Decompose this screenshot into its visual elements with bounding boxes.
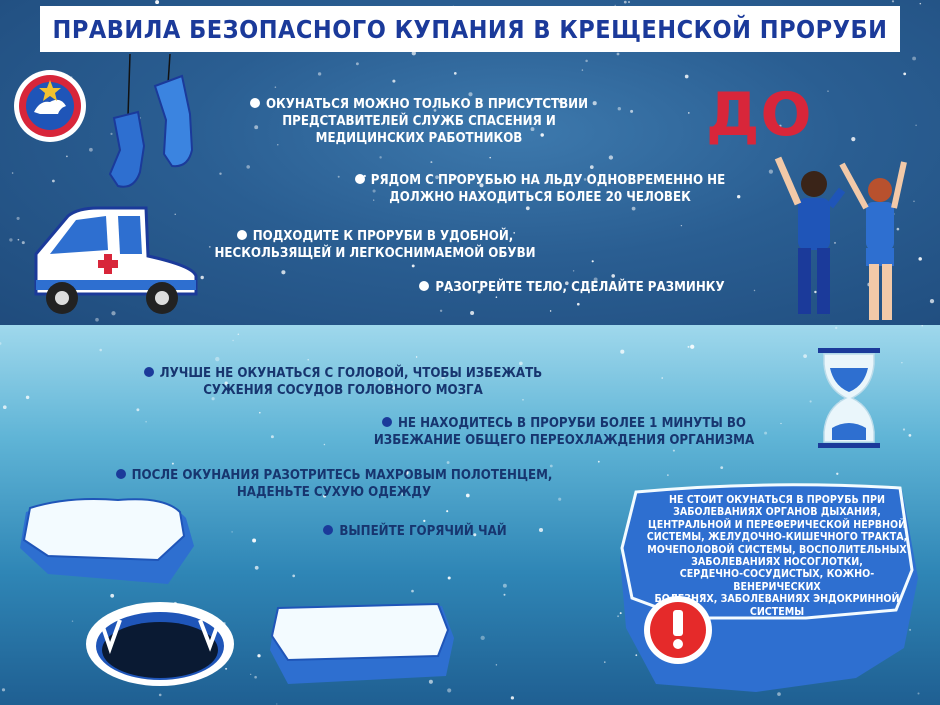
snowflake xyxy=(307,359,308,360)
snowflake xyxy=(827,90,829,92)
snowflake xyxy=(681,225,682,226)
rule-hot-tea: ВЫПЕЙТЕ ГОРЯЧИЙ ЧАЙ xyxy=(300,523,530,540)
snowflake xyxy=(155,0,159,4)
snowflake xyxy=(470,311,474,315)
snowflake xyxy=(448,576,451,579)
snowflake xyxy=(661,377,663,379)
snowflake xyxy=(26,396,29,399)
snowflake xyxy=(673,450,675,452)
snowflake xyxy=(624,1,627,4)
header-banner xyxy=(40,6,900,52)
snowflake xyxy=(720,466,723,469)
hanging-boots-icon xyxy=(100,54,210,194)
snowflake xyxy=(412,264,415,267)
before-label: ДО xyxy=(706,80,813,150)
snowflake xyxy=(252,539,256,543)
snowflake xyxy=(281,270,285,274)
snowflake xyxy=(423,520,425,522)
bullet-icon xyxy=(250,98,260,108)
snowflake xyxy=(810,400,812,402)
snowflake xyxy=(522,399,524,401)
snowflake xyxy=(496,296,498,298)
snowflake xyxy=(66,156,68,158)
snowflake xyxy=(447,461,450,464)
snowflake xyxy=(688,346,690,348)
snowflake xyxy=(620,350,624,354)
snowflake xyxy=(590,165,594,169)
emergency-service-emblem-icon xyxy=(10,66,90,146)
bullet-icon xyxy=(237,230,247,240)
snowflake xyxy=(915,125,917,127)
snowflake xyxy=(685,75,689,79)
contraindications-warning: НЕ СТОИТ ОКУНАТЬСЯ В ПРОРУБЬ ПРИ ЗАБОЛЕВАНИЯХ ОРГАНОВ ДЫХАНИЯ, ЦЕНТРАЛЬНОЙ И ПЕРЕФЕРИЧЕСКОЙ НЕРВНОЙ СИСТЕМЫ, ЖЕЛУДОЧНО-КИШЕЧНОГО ТРАКТА, МОЧЕПОЛОВОЙ СИСТЕМЫ, ВОСПОЛИТЕЛЬНЫХ ЗАБОЛЕВАНИЯХ НОСОГЛОТКИ, СЕРДЕЧНО-СОСУДИСТЫХ, КОЖНО-ВЕНЕРИЧЕСКИХ БОЛЕЗНЯХ, ЗАБОЛЕВАНИЯХ ЭНДОКРИННОЙ СИСТЕМЫ xyxy=(646,494,908,618)
snowflake xyxy=(803,354,807,358)
ambulance-icon xyxy=(28,206,208,326)
snowflake xyxy=(489,157,491,159)
snowflake xyxy=(2,688,5,691)
snowflake xyxy=(231,531,233,533)
ice-hole xyxy=(80,594,240,694)
snowflake xyxy=(356,62,359,65)
snowflake xyxy=(912,57,916,61)
snowflake xyxy=(255,566,259,570)
snowflake xyxy=(892,0,894,2)
snowflake xyxy=(903,428,905,430)
snowflake xyxy=(503,584,507,588)
snowflake xyxy=(585,60,588,63)
snowflake xyxy=(172,463,174,465)
people-warming-up-illustration xyxy=(772,148,922,328)
snowflake xyxy=(611,274,615,278)
rule-people-limit: РЯДОМ С ПРОРУБЬЮ НА ЛЬДУ ОДНОВРЕМЕННО НЕ ДОЛЖНО НАХОДИТЬСЯ БОЛЕЕ 20 ЧЕЛОВЕК xyxy=(306,172,774,206)
snowflake xyxy=(12,172,14,174)
snowflake xyxy=(379,156,381,158)
snowflake xyxy=(573,270,574,271)
snowflake xyxy=(920,3,922,5)
snowflake xyxy=(617,53,620,56)
snowflake xyxy=(17,217,20,220)
snowflake xyxy=(430,161,432,163)
bullet-icon xyxy=(116,469,126,479)
snowflake xyxy=(254,676,257,679)
snowflake xyxy=(504,594,506,596)
snowflake xyxy=(411,590,414,593)
snowflake xyxy=(909,434,912,437)
snowflake xyxy=(259,412,261,414)
snowflake xyxy=(257,654,260,657)
snowflake xyxy=(539,528,543,532)
snowflake xyxy=(901,362,902,363)
snowflake xyxy=(598,461,600,463)
snowflake xyxy=(9,238,12,241)
snowflake xyxy=(215,357,219,361)
snowflake xyxy=(219,173,221,175)
snowflake xyxy=(609,155,613,159)
snowflake xyxy=(275,86,277,88)
snowflake xyxy=(836,473,838,475)
snowflake xyxy=(89,148,93,152)
rule-towel: ПОСЛЕ ОКУНАНИЯ РАЗОТРИТЕСЬ МАХРОВЫМ ПОЛОТЕНЦЕМ, НАДЕНЬТЕ СУХУЮ ОДЕЖДУ xyxy=(74,467,594,501)
snowflake xyxy=(0,342,1,345)
snowflake xyxy=(526,206,530,210)
bullet-icon xyxy=(419,281,429,291)
rule-head-dip: ЛУЧШЕ НЕ ОКУНАТЬСЯ С ГОЛОВОЙ, ЧТОБЫ ИЗБЕЖАТЬ СУЖЕНИЯ СОСУДОВ ГОЛОВНОГО МОЗГА xyxy=(104,365,582,399)
ice-floe-right xyxy=(262,598,462,698)
snowflake xyxy=(271,435,274,438)
ice-floe-left xyxy=(8,488,208,598)
snowflake xyxy=(688,112,690,114)
snowflake xyxy=(690,345,694,349)
snowflake xyxy=(496,664,497,665)
snowflake xyxy=(324,444,326,446)
snowflake xyxy=(246,165,250,169)
snowflake xyxy=(145,421,147,423)
snowflake xyxy=(22,241,25,244)
rule-time-limit: НЕ НАХОДИТЕСЬ В ПРОРУБИ БОЛЕЕ 1 МИНУТЫ ВО ИЗБЕЖАНИЕ ОБЩЕГО ПЕРЕОХЛАЖДЕНИЯ ОРГАНИЗМА xyxy=(373,416,755,448)
snowflake xyxy=(392,80,395,83)
snowflake xyxy=(550,310,551,311)
snowflake xyxy=(136,408,139,411)
snowflake xyxy=(232,340,233,341)
snowflake xyxy=(72,620,73,621)
snowflake xyxy=(930,299,934,303)
snowflake xyxy=(238,334,240,336)
snowflake xyxy=(577,303,580,306)
snowflake xyxy=(292,575,295,578)
snowflake xyxy=(851,137,855,141)
snowflake xyxy=(52,180,55,183)
snowflake xyxy=(276,703,277,704)
rule-footwear: ПОДХОДИТЕ К ПРОРУБИ В УДОБНОЙ, НЕСКОЛЬЗЯЩЕЙ И ЛЕГКОСНИМАЕМОЙ ОБУВИ xyxy=(214,229,536,261)
snowflake xyxy=(582,69,583,70)
bullet-icon xyxy=(323,525,333,535)
snowflake xyxy=(18,239,20,241)
page-title: ПРАВИЛА БЕЗОПАСНОГО КУПАНИЯ В КРЕЩЕНСКОЙ ПРОРУБИ xyxy=(52,14,888,44)
snowflake xyxy=(318,72,321,75)
bullet-icon xyxy=(382,417,392,427)
snowflake xyxy=(99,349,102,352)
rule-rescue-presence: ОКУНАТЬСЯ МОЖНО ТОЛЬКО В ПРИСУТСТВИИ ПРЕДСТАВИТЕЛЕЙ СЛУЖБ СПАСЕНИЯ И МЕДИЦИНСКИХ РАБОТНИКОВ xyxy=(200,96,638,147)
snowflake xyxy=(511,696,514,699)
snowflake xyxy=(667,474,668,475)
snowflake xyxy=(632,207,636,211)
bullet-icon xyxy=(355,174,365,184)
snowflake xyxy=(481,636,485,640)
bullet-icon xyxy=(144,367,154,377)
rule-warm-up: РАЗОГРЕЙТЕ ТЕЛО, СДЕЛАЙТЕ РАЗМИНКУ xyxy=(372,279,772,296)
snowflake xyxy=(416,356,417,357)
snowflake xyxy=(454,72,457,75)
snowflake xyxy=(440,310,442,312)
snowflake xyxy=(628,1,630,3)
snowflake xyxy=(3,405,7,409)
snowflake xyxy=(592,260,594,262)
hourglass-icon xyxy=(814,346,884,450)
snowflake xyxy=(903,73,906,76)
snowflake xyxy=(446,510,448,512)
snowflake xyxy=(250,674,251,675)
